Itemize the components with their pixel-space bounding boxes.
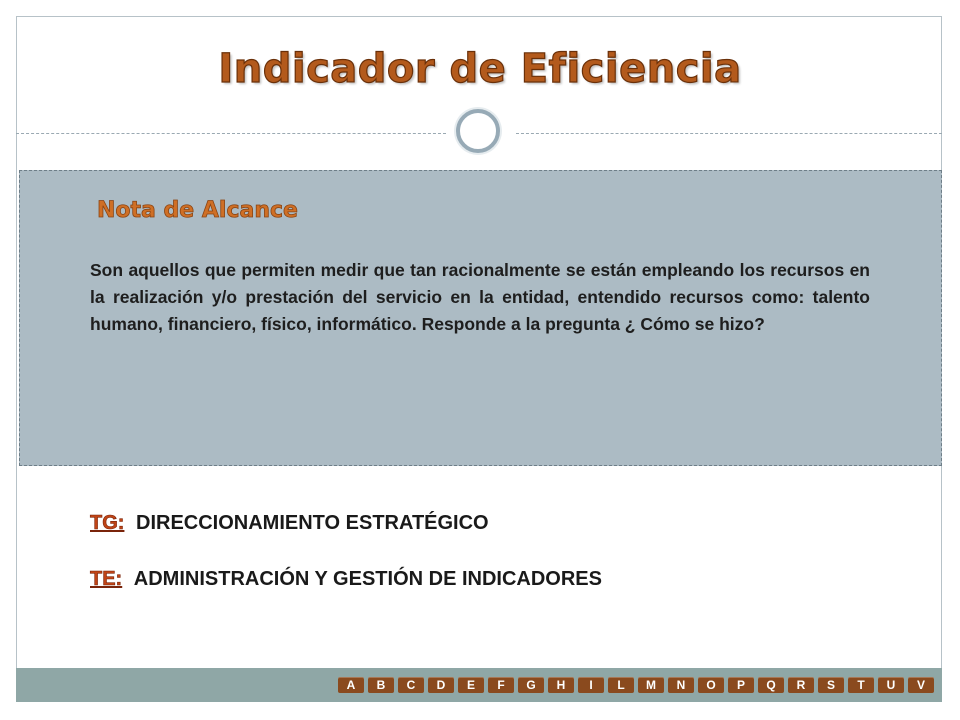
alpha-button-e[interactable]: E xyxy=(458,677,484,693)
alpha-button-t[interactable]: T xyxy=(848,677,874,693)
term-key-te: TE: xyxy=(90,568,123,590)
term-key-tg: TG: xyxy=(90,512,125,534)
alpha-button-b[interactable]: B xyxy=(368,677,394,693)
term-row-tg xyxy=(90,512,489,535)
term-value-te: ADMINISTRACIÓN Y GESTIÓN DE INDICADORES xyxy=(133,568,602,590)
alpha-button-l[interactable]: L xyxy=(608,677,634,693)
alphabet-nav xyxy=(338,677,934,693)
title-divider-right xyxy=(516,133,942,134)
alpha-button-q[interactable]: Q xyxy=(758,677,784,693)
scope-note-text: Son aquellos que permiten medir que tan racionalmente se están empleando los recursos en la realización y/o prestación del servicio en la entidad, entendido recursos como: talento humano, financiero, físico, informático. Responde a la pregunta ¿ Cómo se hizo? xyxy=(90,260,870,334)
alpha-button-n[interactable]: N xyxy=(668,677,694,693)
scope-note-heading: Nota de Alcance xyxy=(97,198,298,223)
circle-ornament-icon xyxy=(456,109,500,153)
term-row-te xyxy=(90,568,602,591)
alpha-button-c[interactable]: C xyxy=(398,677,424,693)
alpha-button-h[interactable]: H xyxy=(548,677,574,693)
alpha-button-i[interactable]: I xyxy=(578,677,604,693)
alpha-button-f[interactable]: F xyxy=(488,677,514,693)
alpha-button-v[interactable]: V xyxy=(908,677,934,693)
scope-note-panel xyxy=(19,170,942,466)
alpha-button-a[interactable]: A xyxy=(338,677,364,693)
title-divider-left xyxy=(16,133,446,134)
alpha-button-s[interactable]: S xyxy=(818,677,844,693)
term-value-tg: DIRECCIONAMIENTO ESTRATÉGICO xyxy=(136,512,489,534)
alpha-button-r[interactable]: R xyxy=(788,677,814,693)
alpha-button-g[interactable]: G xyxy=(518,677,544,693)
alpha-button-m[interactable]: M xyxy=(638,677,664,693)
alpha-button-d[interactable]: D xyxy=(428,677,454,693)
slide-title: Indicador de Eficiencia xyxy=(218,46,742,92)
alpha-button-p[interactable]: P xyxy=(728,677,754,693)
alpha-button-o[interactable]: O xyxy=(698,677,724,693)
alpha-button-u[interactable]: U xyxy=(878,677,904,693)
